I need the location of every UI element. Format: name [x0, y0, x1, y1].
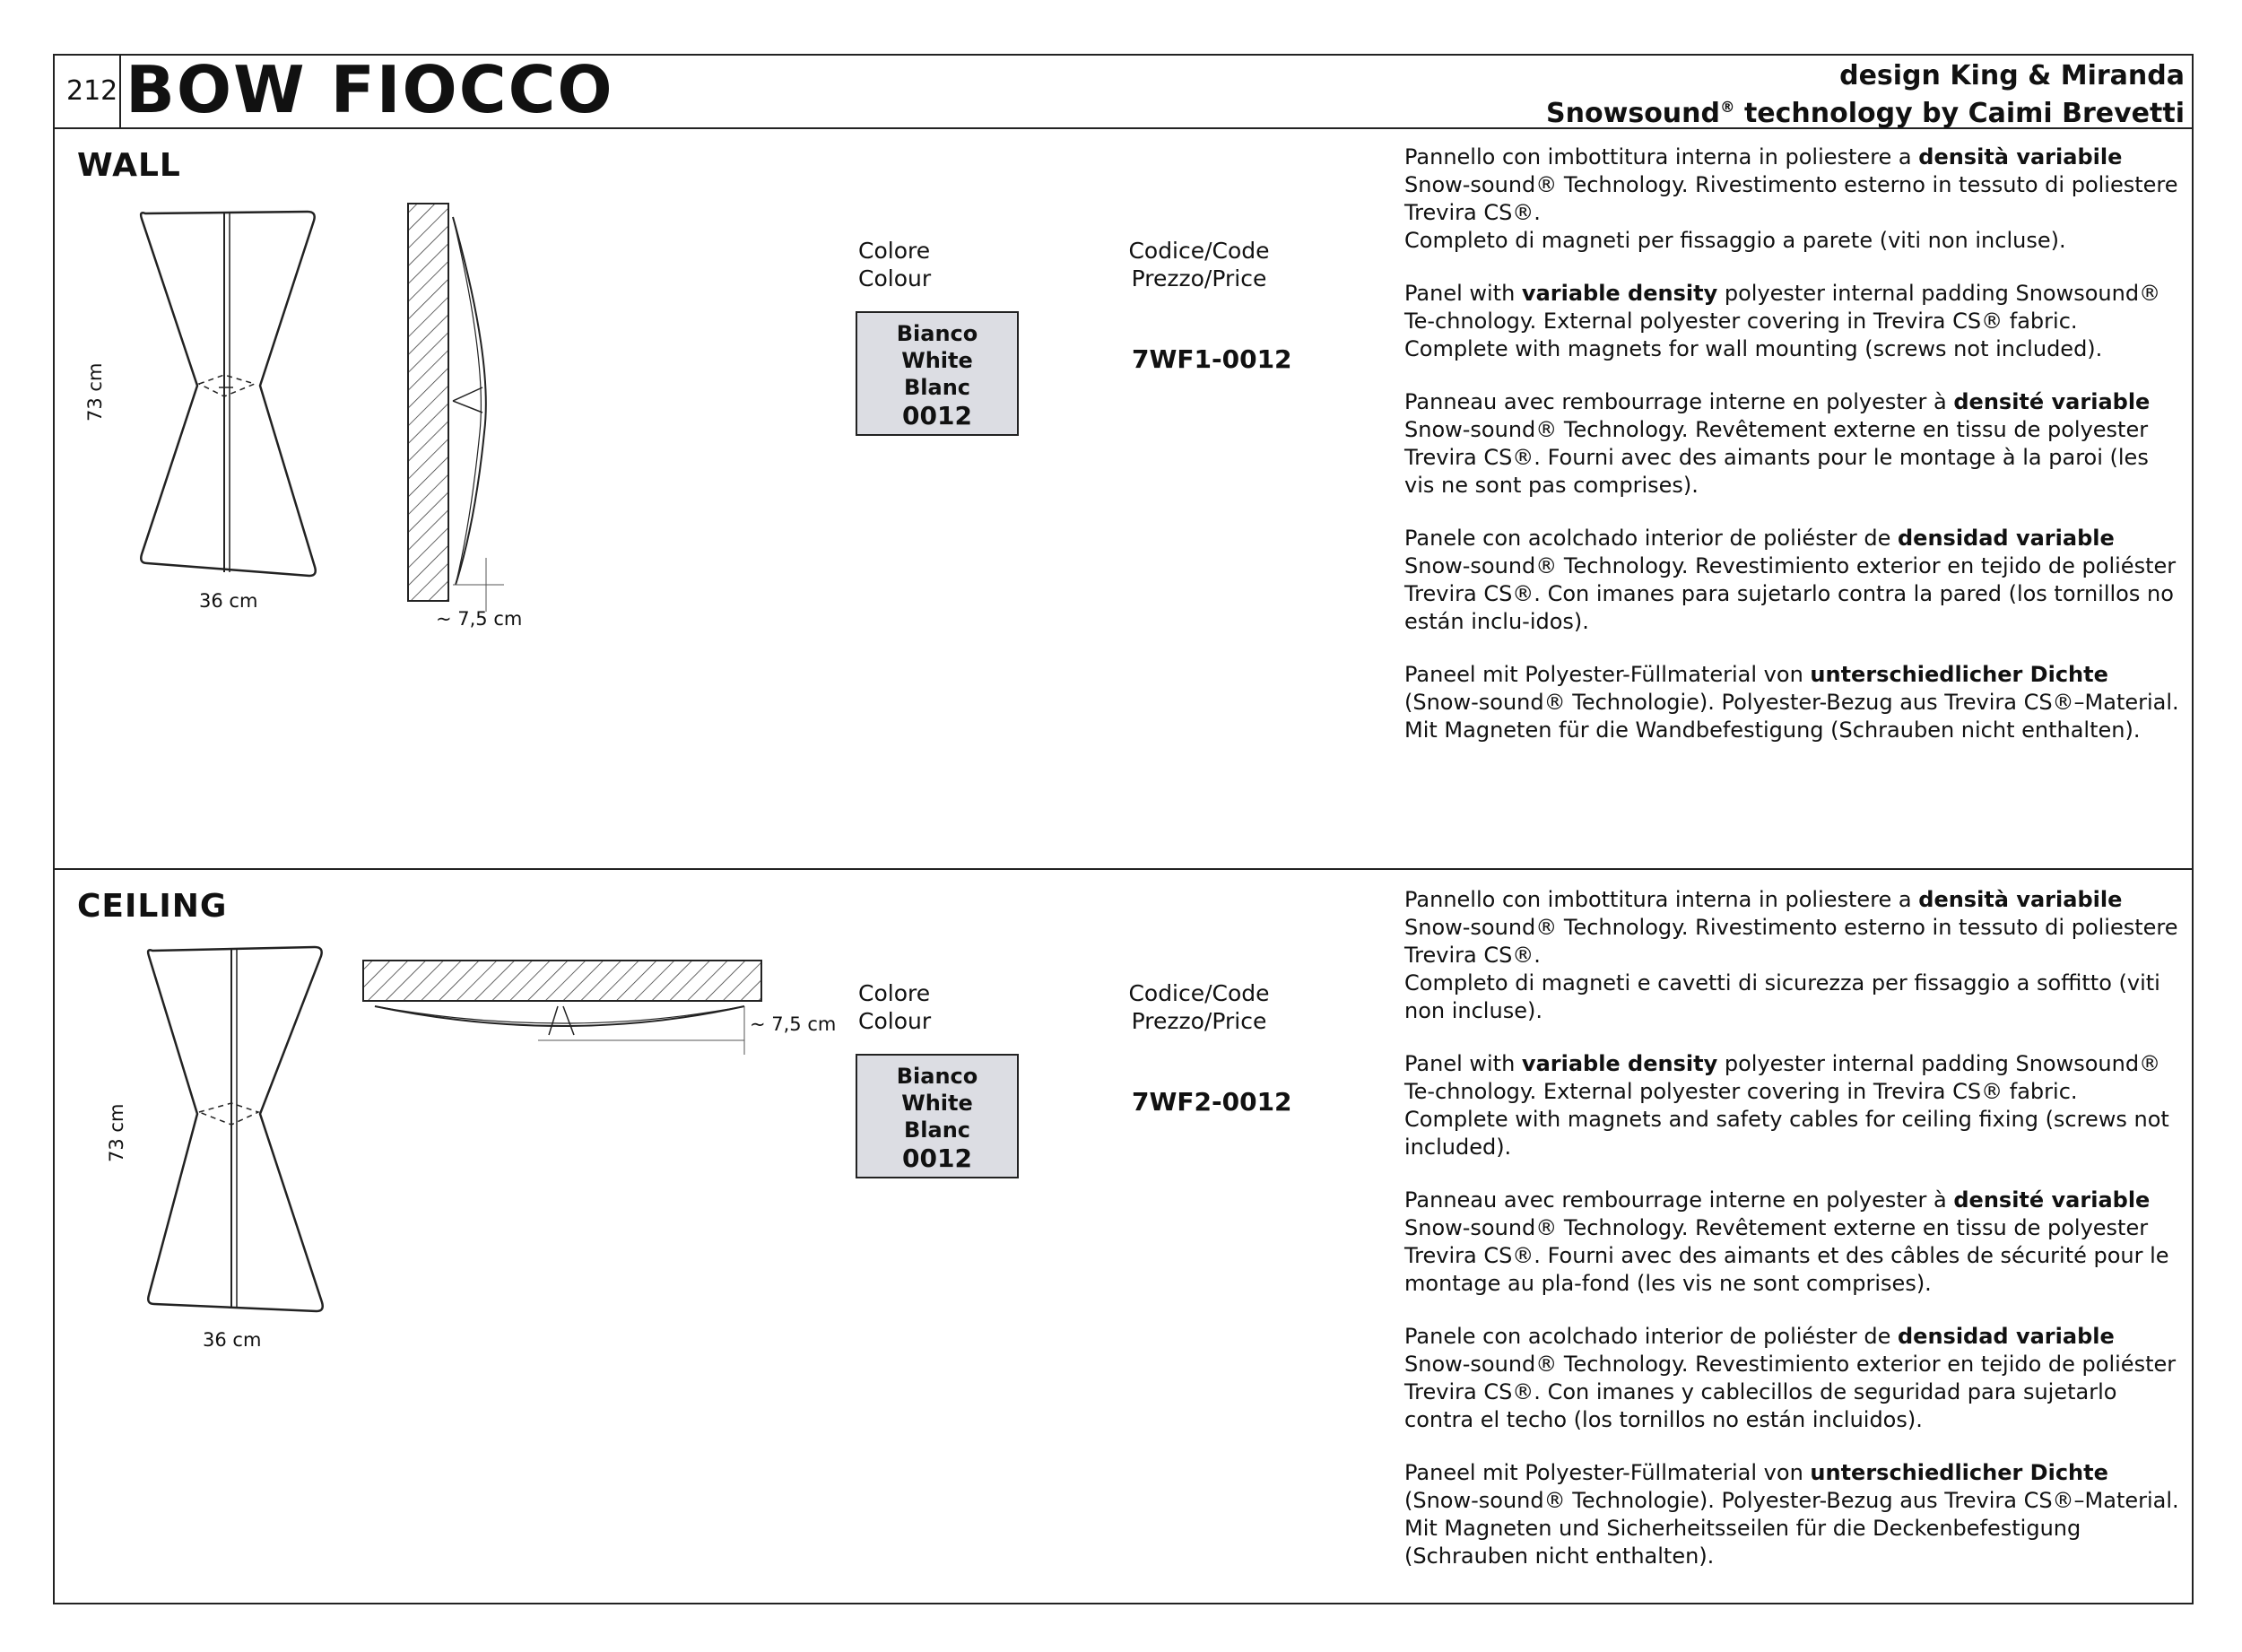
- ceiling-colour-swatch: [856, 1054, 1019, 1178]
- ceiling-desc-it: Pannello con imbottitura interna in poliestere a densità variabile Snow-sound® Technology. Rivestimento esterno in tessuto di poliestere Trevira CS®. Completo di magneti e cavetti di sicurezza per fissaggio a soffitto (viti non incluse).: [1404, 887, 2178, 1023]
- wall-desc-es: Panele con acolchado interior de poliéster de densidad variable Snow-sound® Technology. Revestimiento exterior en tejido de poliéster Trevira CS®. Con imanes para sujetarlo contra la pared (los tornillos no están inclu-idos).: [1404, 526, 2177, 634]
- ceiling-swatch-en: White: [901, 1091, 973, 1116]
- page-number: 212: [66, 75, 118, 107]
- ceiling-product-code: 7WF2-0012: [1132, 1087, 1292, 1117]
- ceiling-swatch-it: Bianco: [896, 1064, 978, 1089]
- ceiling-swatch-fr: Blanc: [903, 1117, 971, 1143]
- ceiling-front-drawing: [142, 943, 330, 1320]
- ceiling-desc-en: Panel with variable density polyester internal padding Snowsound® Te-chnology. External polyester covering in Trevira CS® fabric. Complete with magnets and safety cables for ceiling fixing (screws not included).: [1404, 1051, 2169, 1160]
- ceiling-desc-de: Paneel mit Polyester-Füllmaterial von unterschiedlicher Dichte (Snow-sound® Technologie). Polyester-Bezug aus Trevira CS®–Material. Mit Magneten und Sicherheitsseilen für die Deckenbefestigung (Schrauben nicht enthalten).: [1404, 1460, 2179, 1569]
- ceiling-swatch-number: 0012: [902, 1143, 972, 1173]
- wall-description: [1404, 143, 2185, 769]
- ceiling-colour-label-en: Colour: [858, 1008, 932, 1034]
- wall-swatch-number: 0012: [902, 401, 972, 430]
- wall-colour-label: [858, 237, 931, 292]
- wall-colour-label-en: Colour: [858, 265, 932, 291]
- section-divider: [53, 868, 2194, 870]
- wall-depth-dim: ~ 7,5 cm: [436, 608, 523, 630]
- section-title-ceiling: CEILING: [77, 888, 228, 925]
- ceiling-description: [1404, 886, 2185, 1595]
- technology-credit: Snowsound® technology by Caimi Brevetti: [1546, 98, 2185, 129]
- ceiling-price-label-text: Prezzo/Price: [1131, 1008, 1267, 1034]
- wall-colour-swatch: [856, 311, 1019, 436]
- wall-swatch-fr: Blanc: [903, 375, 971, 400]
- section-title-wall: WALL: [77, 147, 181, 184]
- wall-colour-label-it: Colore: [858, 238, 931, 264]
- technology-suffix: technology by Caimi Brevetti: [1734, 98, 2185, 129]
- wall-code-label-text: Codice/Code: [1128, 238, 1270, 264]
- ceiling-code-label-text: Codice/Code: [1128, 980, 1270, 1006]
- technology-prefix: Snowsound: [1546, 98, 1720, 129]
- page-number-divider: [119, 56, 121, 129]
- ceiling-width-dim: 36 cm: [203, 1329, 262, 1351]
- ceiling-height-dim: 73 cm: [106, 1103, 127, 1162]
- ceiling-colour-label: [858, 979, 931, 1035]
- ceiling-side-drawing: [359, 956, 771, 1073]
- wall-desc-fr: Panneau avec rembourrage interne en polyester à densité variable Snow-sound® Technology. Revêtement externe en tissu de polyester Trevira CS®. Fourni avec des aimants pour le montage à la paroi (les vis ne sont pas comprises).: [1404, 389, 2151, 498]
- wall-swatch-it: Bianco: [896, 321, 978, 346]
- wall-price-label-text: Prezzo/Price: [1131, 265, 1267, 291]
- ceiling-depth-dim: ~ 7,5 cm: [750, 1013, 837, 1035]
- ceiling-code-label: [1123, 979, 1275, 1035]
- wall-height-dim: 73 cm: [84, 362, 106, 422]
- ceiling-desc-es: Panele con acolchado interior de poliéster de densidad variable Snow-sound® Technology. Revestimiento exterior en tejido de poliéster Trevira CS®. Con imanes y cablecillos de seguridad para sujetarlo contra el techo (los tornillos no están incluidos).: [1404, 1324, 2177, 1432]
- wall-front-drawing: [135, 206, 323, 583]
- wall-desc-it: Pannello con imbottitura interna in poliestere a densità variabile Snow-sound® Technology. Rivestimento esterno in tessuto di poliestere Trevira CS®. Completo di magneti per fissaggio a parete (viti non incluse).: [1404, 144, 2178, 253]
- wall-desc-de: Paneel mit Polyester-Füllmaterial von unterschiedlicher Dichte (Snow-sound® Technologie). Polyester-Bezug aus Trevira CS®–Material. Mit Magneten für die Wandbefestigung (Schrauben nicht enthalten).: [1404, 662, 2179, 743]
- wall-desc-en: Panel with variable density polyester internal padding Snowsound® Te-chnology. External polyester covering in Trevira CS® fabric. Complete with magnets for wall mounting (screws not included).: [1404, 281, 2161, 361]
- wall-product-code: 7WF1-0012: [1132, 344, 1292, 374]
- wall-side-drawing: [404, 199, 511, 612]
- credits: [1546, 57, 2185, 133]
- wall-code-label: [1123, 237, 1275, 292]
- ceiling-colour-label-it: Colore: [858, 980, 931, 1006]
- design-credit: design King & Miranda: [1839, 60, 2185, 91]
- wall-swatch-en: White: [901, 348, 973, 373]
- page-title: BOW FIOCCO: [126, 52, 614, 127]
- ceiling-desc-fr: Panneau avec rembourrage interne en polyester à densité variable Snow-sound® Technology. Revêtement externe en tissu de polyester Trevira CS®. Fourni avec des aimants et des câbles de sécurité pour le montage au pla-fond (les vis ne sont comprises).: [1404, 1187, 2169, 1296]
- wall-width-dim: 36 cm: [199, 590, 258, 612]
